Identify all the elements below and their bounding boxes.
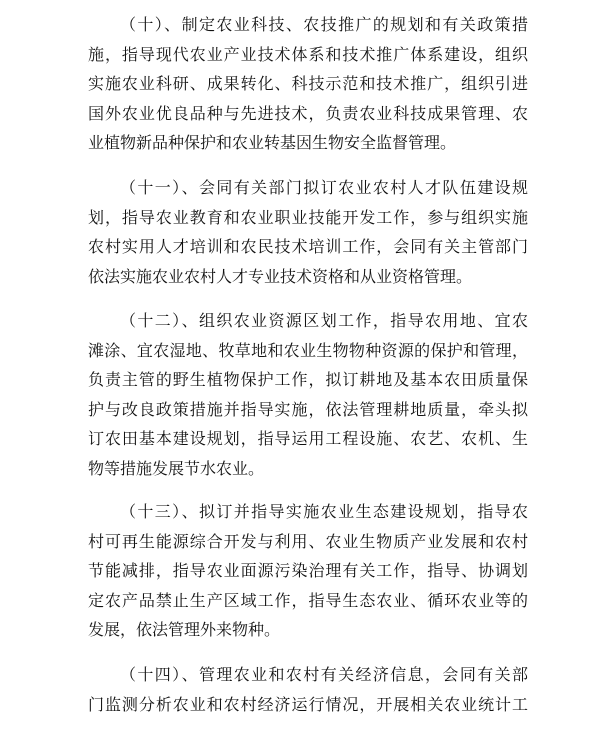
text-line: （十二）、组织农业资源区划工作，指导农用地、宜农 bbox=[120, 311, 528, 330]
text-line: 物等措施发展节水农业。 bbox=[88, 458, 265, 478]
paragraph-14 bbox=[88, 660, 528, 719]
text-line: 国外农业优良品种与先进技术，负责农业科技成果管理、农 bbox=[88, 103, 528, 123]
text-line: （十四）、管理农业和农村有关经济信息，会同有关部 bbox=[120, 665, 528, 684]
text-line: 发展，依法管理外来物种。 bbox=[88, 620, 281, 640]
text-line: 定农产品禁止生产区域工作，指导生态农业、循环农业等的 bbox=[88, 590, 528, 610]
text-line: 施，指导现代农业产业技术体系和技术推广体系建设，组织 bbox=[88, 44, 528, 64]
text-line: 划，指导农业教育和农业职业技能开发工作，参与组织实施 bbox=[88, 207, 528, 227]
text-line: 农村实用人才培训和农民技术培训工作，会同有关主管部门 bbox=[88, 237, 528, 257]
text-line: 订农田基本建设规划，指导运用工程设施、农艺、农机、生 bbox=[88, 429, 528, 449]
text-line: 门监测分析农业和农村经济运行情况，开展相关农业统计工 bbox=[88, 694, 528, 714]
text-line: 依法实施农业农村人才专业技术资格和从业资格管理。 bbox=[88, 266, 473, 286]
text-line: （十三）、拟订并指导实施农业生态建设规划，指导农 bbox=[120, 502, 528, 521]
paragraph-12 bbox=[88, 306, 528, 484]
text-line: 护与改良政策措施并指导实施，依法管理耕地质量，牵头拟 bbox=[88, 399, 528, 419]
text-line: （十）、制定农业科技、农技推广的规划和有关政策措 bbox=[120, 15, 528, 34]
text-line: 节能减排，指导农业面源污染治理有关工作，指导、协调划 bbox=[88, 561, 528, 581]
text-line: 实施农业科研、成果转化、科技示范和技术推广，组织引进 bbox=[88, 74, 528, 94]
text-line: 村可再生能源综合开发与利用、农业生物质产业发展和农村 bbox=[88, 531, 528, 551]
text-line: 负责主管的野生植物保护工作，拟订耕地及基本农田质量保 bbox=[88, 370, 528, 390]
text-line: 业植物新品种保护和农业转基因生物安全监督管理。 bbox=[88, 133, 457, 153]
text-line: 滩涂、宜农湿地、牧草地和农业生物物种资源的保护和管理， bbox=[88, 340, 528, 360]
paragraph-13 bbox=[88, 497, 528, 645]
paragraph-10 bbox=[88, 10, 528, 158]
paragraph-11 bbox=[88, 173, 528, 291]
text-line: （十一）、会同有关部门拟订农业农村人才队伍建设规 bbox=[120, 178, 528, 197]
